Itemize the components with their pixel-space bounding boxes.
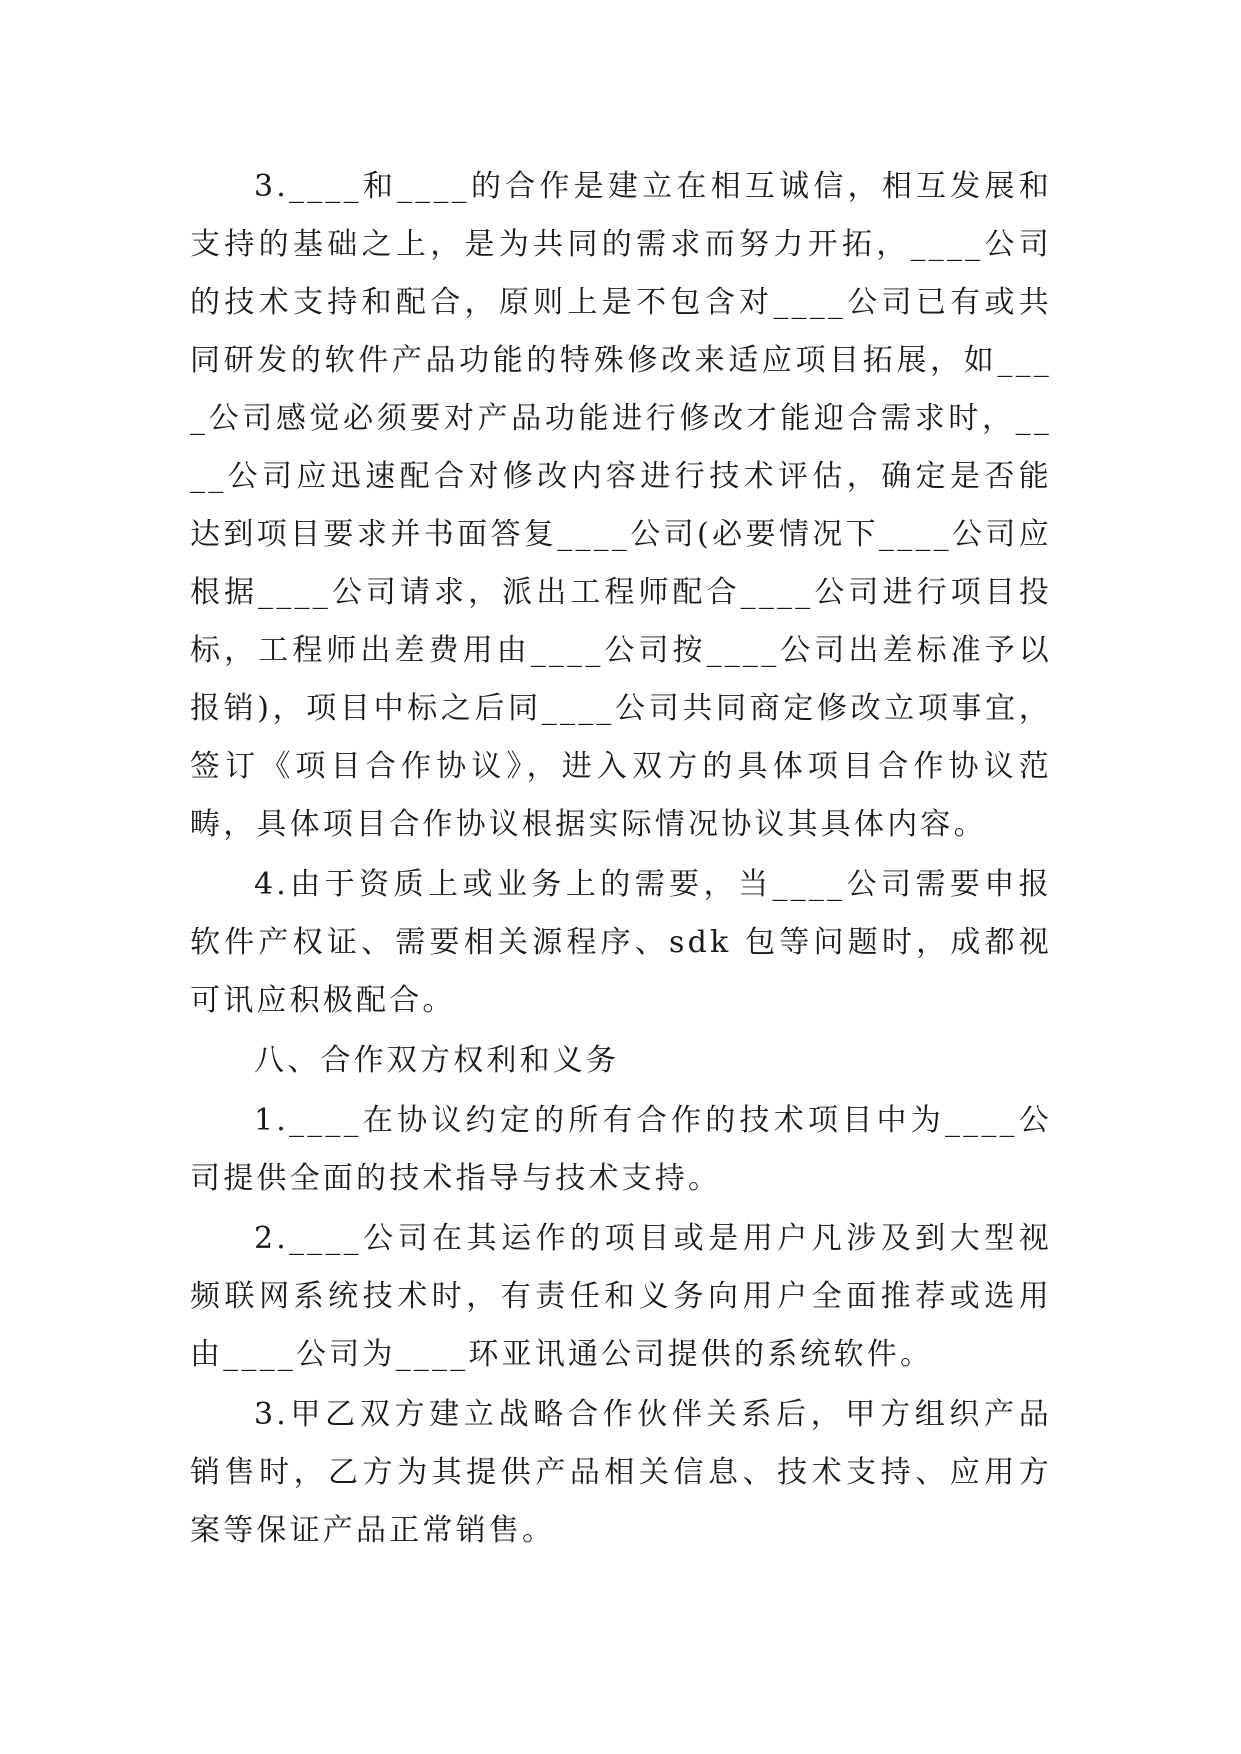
paragraph-technical-guidance: 1.____在协议约定的所有合作的技术项目中为____公司提供全面的技术指导与技术支持。 (190, 1103, 1052, 1196)
document-page (190, 158, 1052, 1718)
paragraph-qualification-support: 4.由于资质上或业务上的需要，当____公司需要申报软件产权证、需要相关源程序、sdk 包等问题时，成都视可讯应积极配合。 (190, 867, 1052, 1018)
paragraph-cooperation-basis: 3.____和____的合作是建立在相互诚信，相互发展和支持的基础之上，是为共同的需求而努力开拓，____公司的技术支持和配合，原则上是不包含对____公司已有或共同研发的软件产品功能的特殊修改来适应项目拓展，如____公司感觉必须要对产品功能进行修改才能迎合需求时，____公司应迅速配合对修改内容进行技术评估，确定是否能达到项目要求并书面答复____公司(必要情况下____公司应根据____公司请求，派出工程师配合____公司进行项目投标，工程师出差费用由____公司按____公司出差标准予以报销)，项目中标之后同____公司共同商定修改立项事宜，签订《项目合作协议》，进入双方的具体项目合作协议范畴，具体项目合作协议根据实际情况协议其具体内容。 (190, 169, 1052, 842)
section-heading-rights-obligations: 八、合作双方权利和义务 (254, 1043, 620, 1078)
paragraph-recommend-software: 2.____公司在其运作的项目或是用户凡涉及到大型视频联网系统技术时，有责任和义务向用户全面推荐或选用由____公司为____环亚讯通公司提供的系统软件。 (190, 1221, 1052, 1372)
paragraph-strategic-partnership: 3.甲乙双方建立战略合作伙伴关系后，甲方组织产品销售时，乙方为其提供产品相关信息、技术支持、应用方案等保证产品正常销售。 (190, 1397, 1052, 1548)
